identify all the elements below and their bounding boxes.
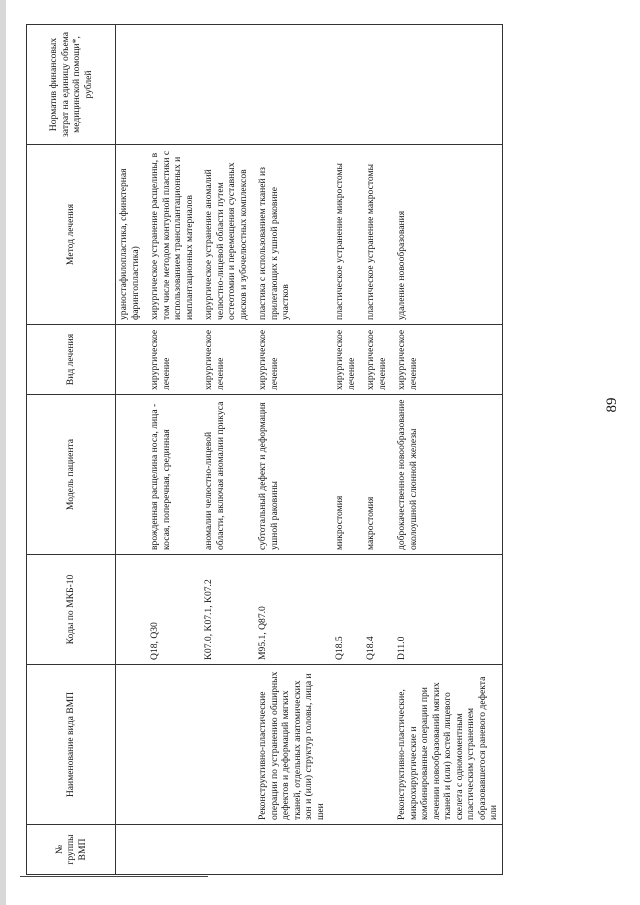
- cell-method: пластика с использованием тканей из прилегающих к ушной раковине участков: [251, 145, 328, 325]
- cell-model: врожденная расщелина носа, лица - косая, поперечная, срединная: [143, 395, 197, 555]
- cell-kind: хирургическое лечение: [197, 325, 251, 395]
- cell-norm: [143, 25, 197, 145]
- cell-method: хирургическое устранение расщелины, в том числе методом контурной пластики с использованием трансплантационных и имплантационных материалов: [143, 145, 197, 325]
- cell-number: [390, 825, 502, 875]
- header-number: № группы ВМП: [27, 825, 116, 875]
- cell-codes: Q18.5: [328, 555, 359, 665]
- cell-model: субтотальный дефект и деформация ушной раковины: [251, 395, 328, 555]
- cell-codes: [116, 555, 144, 665]
- page-number: 89: [604, 397, 620, 413]
- cell-codes: M95.1, Q87.0: [251, 555, 328, 665]
- cell-number: [328, 825, 359, 875]
- cell-codes: D11.0: [390, 555, 502, 665]
- cell-norm: [390, 25, 502, 145]
- table-row: [251, 25, 328, 875]
- cell-name: [197, 665, 251, 825]
- cell-model: макростомия: [359, 395, 390, 555]
- header-model: Модель пациента: [27, 395, 116, 555]
- cell-name: [359, 665, 390, 825]
- header-method: Метод лечения: [27, 145, 116, 325]
- cell-number: [116, 825, 144, 875]
- cell-model: микростомия: [328, 395, 359, 555]
- cell-kind: хирургическое лечение: [390, 325, 502, 395]
- cell-method: ураностафилопластика, сфинктерная фарингопластика): [116, 145, 144, 325]
- header-kind: Вид лечения: [27, 325, 116, 395]
- cell-model: доброкачественное новообразование околоушной слюнной железы: [390, 395, 502, 555]
- cell-norm: [359, 25, 390, 145]
- cell-codes: K07.0, K07.1, K07.2: [197, 555, 251, 665]
- cell-model: аномалии челюстно-лицевой области, включая аномалии прикуса: [197, 395, 251, 555]
- cell-number: [197, 825, 251, 875]
- table-row: [197, 25, 251, 875]
- table-row: [116, 25, 144, 875]
- cell-name: [116, 665, 144, 825]
- cell-name: Реконструктивно-пластические операции по устранению обширных дефектов и деформаций мягких тканей, отдельных анатомических зон и (или) структур головы, лица и шеи: [251, 665, 328, 825]
- table-row: [328, 25, 359, 875]
- table-row: [390, 25, 502, 875]
- cell-norm: [197, 25, 251, 145]
- cell-norm: [116, 25, 144, 145]
- header-codes: Коды по МКБ-10: [27, 555, 116, 665]
- header-name: Наименование вида ВМП: [27, 665, 116, 825]
- cell-number: [251, 825, 328, 875]
- table-row: [143, 25, 197, 875]
- cell-name: [143, 665, 197, 825]
- cell-name: Реконструктивно-пластические, микрохирургические и комбинированные операции при лечении новообразований мягких тканей и (или) костей лицевого скелета с одномоментным пластическим устранением образовавшегося раневого дефекта или: [390, 665, 502, 825]
- cell-codes: Q18.4: [359, 555, 390, 665]
- cell-kind: хирургическое лечение: [359, 325, 390, 395]
- cell-norm: [328, 25, 359, 145]
- cell-number: [143, 825, 197, 875]
- cell-kind: [116, 325, 144, 395]
- cell-method: пластическое устранение макростомы: [359, 145, 390, 325]
- cell-kind: хирургическое лечение: [143, 325, 197, 395]
- table-header-row: [27, 25, 116, 875]
- cell-codes: Q18, Q30: [143, 555, 197, 665]
- cell-name: [328, 665, 359, 825]
- vmp-table: [26, 24, 503, 875]
- cell-method: пластическое устранение микростомы: [328, 145, 359, 325]
- header-norm: Норматив финансовых затрат на единицу объема медицинской помощи*, рублей: [27, 25, 116, 145]
- table-row: [359, 25, 390, 875]
- cell-norm: [251, 25, 328, 145]
- cell-model: [116, 395, 144, 555]
- cell-method: удаление новообразования: [390, 145, 502, 325]
- cell-number: [359, 825, 390, 875]
- cell-kind: хирургическое лечение: [251, 325, 328, 395]
- cell-method: хирургическое устранение аномалий челюстно-лицевой области путем остеотомии и перемещения суставных дисков и зубочелюстных комплексов: [197, 145, 251, 325]
- cell-kind: хирургическое лечение: [328, 325, 359, 395]
